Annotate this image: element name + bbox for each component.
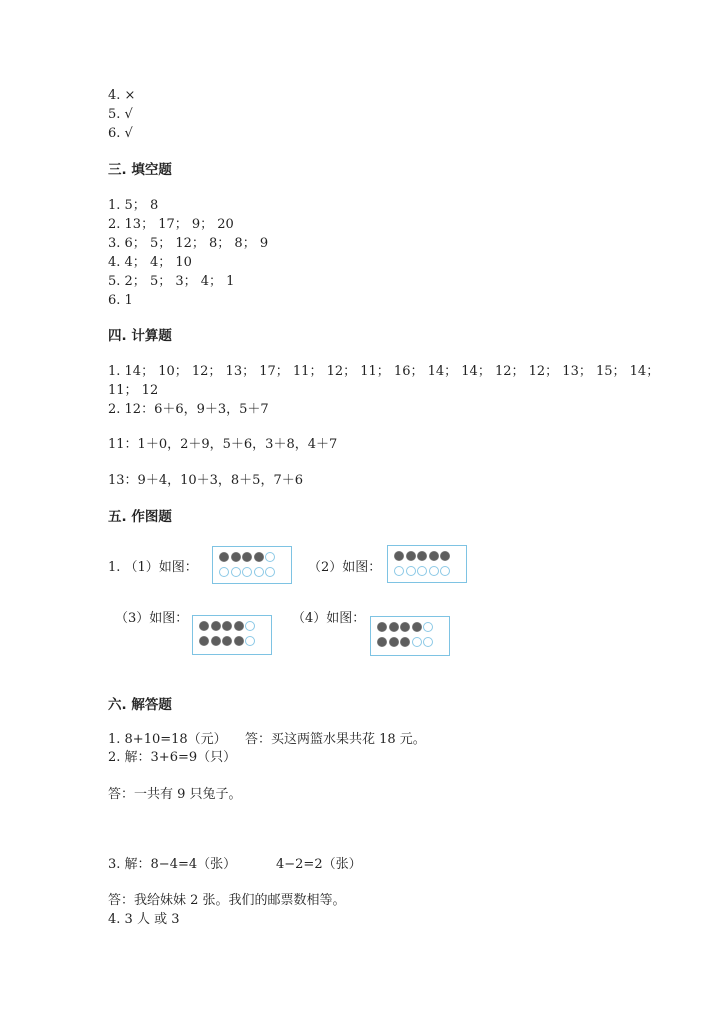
answer-q3-answer: 答：我给妹妹 2 张。我们的邮票数相等。 [108, 893, 346, 908]
ten-frame-row [394, 566, 450, 576]
fill-item-5: 5. 2； 5； 3； 4； 1 [108, 274, 235, 289]
filled-dot [377, 622, 387, 632]
ten-frame-4 [370, 616, 450, 656]
filled-dot [417, 551, 427, 561]
ten-frame-3 [192, 615, 272, 655]
filled-dot [406, 551, 416, 561]
empty-dot [265, 552, 275, 562]
fill-item-4: 4. 4； 4； 10 [108, 255, 192, 270]
calc-line-1b: 11； 12 [108, 383, 159, 398]
filled-dot [400, 637, 410, 647]
filled-dot [394, 551, 404, 561]
answer-q4: 4. 3 人 或 3 [108, 912, 180, 927]
filled-dot [389, 637, 399, 647]
filled-dot [211, 621, 221, 631]
filled-dot [400, 622, 410, 632]
ten-frame-2 [387, 545, 467, 583]
filled-dot [234, 636, 244, 646]
calc-line-1a: 1. 14； 10； 12； 13； 17； 11； 12； 11； 16； 14； 14； 12； 12； 13； 15； 14； [108, 364, 660, 379]
filled-dot [199, 621, 209, 631]
filled-dot [254, 552, 264, 562]
empty-dot [242, 567, 252, 577]
ten-frame-row [219, 552, 275, 562]
fill-item-2: 2. 13； 17； 9； 20 [108, 217, 234, 232]
answer-q2-equation: 2. 解：3+6=9（只） [108, 750, 237, 765]
filled-dot [211, 636, 221, 646]
filled-dot [412, 622, 422, 632]
fill-item-1: 1. 5； 8 [108, 198, 159, 213]
answer-q1-answer: 答：买这两篮水果共花 18 元。 [245, 732, 426, 747]
fill-item-3: 3. 6； 5； 12； 8； 8； 9 [108, 236, 269, 251]
ten-frame-row [199, 621, 255, 631]
empty-dot [417, 566, 427, 576]
section-fill-title: 三. 填空题 [108, 162, 172, 178]
answer-q2-answer: 答：一共有 9 只兔子。 [108, 787, 242, 802]
empty-dot [231, 567, 241, 577]
calc-line-3: 11：1＋0，2＋9，5＋6，3＋8，4＋7 [108, 437, 338, 452]
filled-dot [377, 637, 387, 647]
figure-label-3: （3）如图： [115, 611, 189, 626]
filled-dot [440, 551, 450, 561]
section-answer-title: 六. 解答题 [108, 697, 172, 713]
ten-frame-row [377, 637, 433, 647]
answer-q3-equation-1: 3. 解：8−4=4（张） [108, 857, 237, 872]
empty-dot [219, 567, 229, 577]
empty-dot [429, 566, 439, 576]
tf-item-4: 4. × [108, 88, 136, 103]
ten-frame-row [377, 622, 433, 632]
filled-dot [242, 552, 252, 562]
answer-q1-equation: 1. 8+10=18（元） [108, 732, 227, 747]
empty-dot [254, 567, 264, 577]
calc-line-2: 2. 12：6＋6，9＋3，5＋7 [108, 402, 269, 417]
empty-dot [412, 637, 422, 647]
empty-dot [245, 636, 255, 646]
section-calc-title: 四. 计算题 [108, 328, 172, 344]
empty-dot [394, 566, 404, 576]
empty-dot [265, 567, 275, 577]
filled-dot [389, 622, 399, 632]
filled-dot [222, 621, 232, 631]
tf-item-6: 6. √ [108, 126, 133, 141]
empty-dot [423, 637, 433, 647]
ten-frame-row [394, 551, 450, 561]
answer-q3-equation-2: 4−2=2（张） [276, 857, 362, 872]
fill-item-6: 6. 1 [108, 293, 133, 308]
figure-label-4: （4）如图： [292, 611, 366, 626]
ten-frame-row [199, 636, 255, 646]
figure-label-1: 1. （1）如图： [108, 560, 198, 575]
ten-frame-1 [212, 546, 292, 584]
tf-item-5: 5. √ [108, 107, 133, 122]
filled-dot [234, 621, 244, 631]
empty-dot [423, 622, 433, 632]
empty-dot [406, 566, 416, 576]
filled-dot [231, 552, 241, 562]
figure-label-2: （2）如图： [308, 560, 382, 575]
filled-dot [199, 636, 209, 646]
empty-dot [440, 566, 450, 576]
empty-dot [245, 621, 255, 631]
section-draw-title: 五. 作图题 [108, 509, 172, 525]
ten-frame-row [219, 567, 275, 577]
filled-dot [222, 636, 232, 646]
calc-line-4: 13：9＋4，10＋3，8＋5，7＋6 [108, 473, 303, 488]
filled-dot [429, 551, 439, 561]
filled-dot [219, 552, 229, 562]
